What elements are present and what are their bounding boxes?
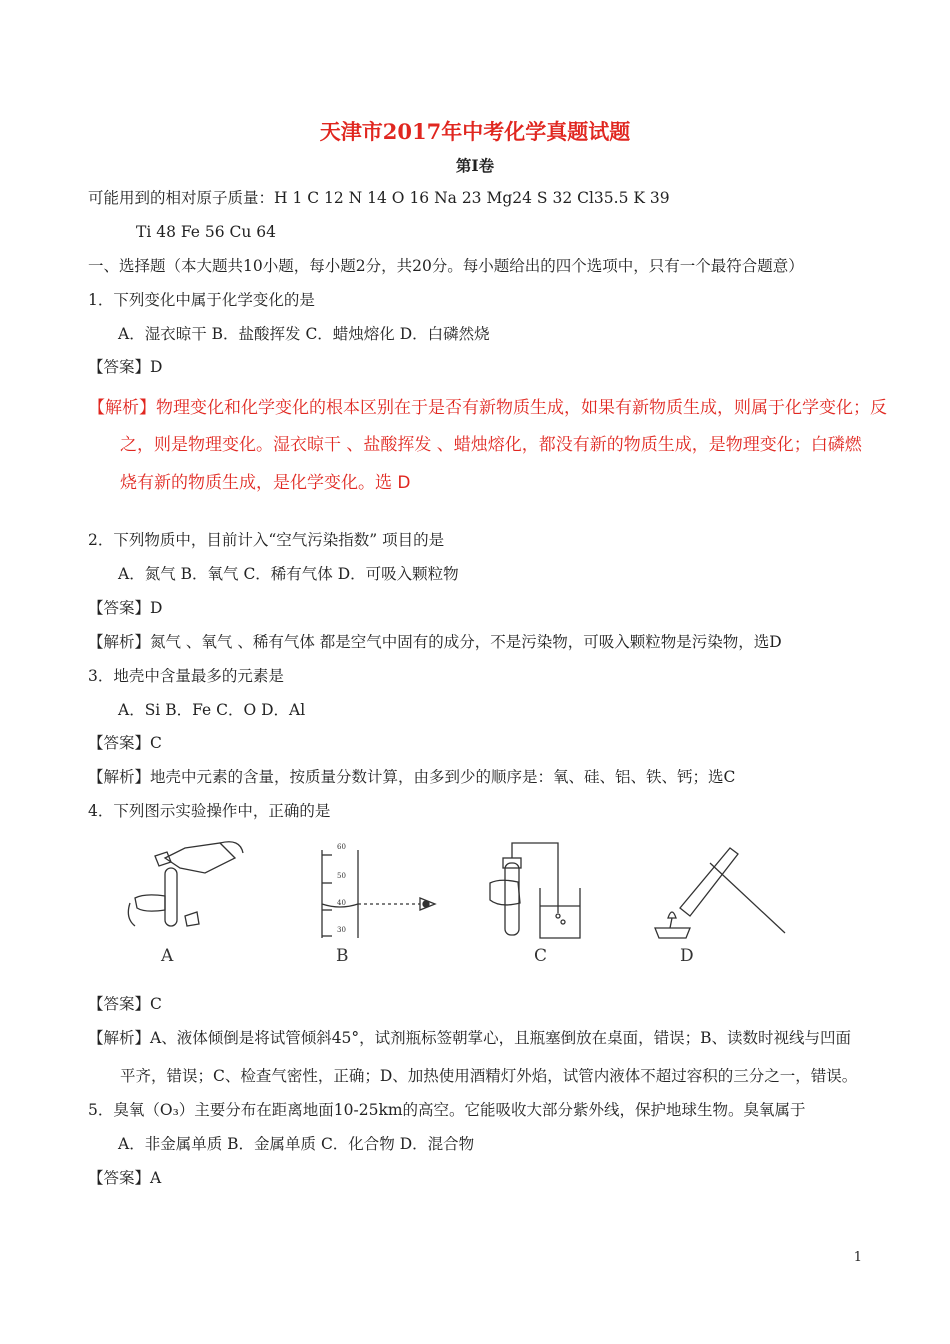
figure-d-heating (640, 838, 790, 966)
q1-answer: 【答案】D (88, 358, 163, 376)
q4-answer: 【答案】C (88, 995, 162, 1013)
tick-60: 60 (337, 843, 346, 851)
q4-analysis-line1: 【解析】A、液体倾倒是将试管倾斜45°，试剂瓶标签朝掌心，且瓶塞倒放在桌面，错误；B、读数时视线与凹面 (88, 1029, 852, 1047)
q1-stem: 1．下列变化中属于化学变化的是 (88, 291, 315, 309)
q4-analysis-line2: 平齐，错误；C、检查气密性，正确；D、加热使用酒精灯外焰，试管内液体不超过容积的三分之一，错误。 (120, 1067, 858, 1085)
q3-answer: 【答案】C (88, 734, 162, 752)
page-title: 天津市2017年中考化学真题试题 (319, 119, 631, 144)
q2-stem: 2．下列物质中，目前计入“空气污染指数” 项目的是 (88, 531, 445, 549)
cylinder-reading-illustration (310, 838, 450, 948)
section-header: 一、选择题（本大题共10小题，每小题2分，共20分。每小题给出的四个选项中，只有一个最符合题意） (88, 257, 804, 275)
figure-c-label: C (534, 946, 548, 966)
q1-options: A．湿衣晾干 B．盐酸挥发 C．蜡烛熔化 D．白磷然烧 (118, 325, 490, 343)
q4-stem: 4．下列图示实验操作中，正确的是 (88, 802, 331, 820)
atomic-masses-line1: 可能用到的相对原子质量：H 1 C 12 N 14 O 16 Na 23 Mg24 S 32 Cl35.5 K 39 (88, 189, 670, 207)
q5-answer: 【答案】A (88, 1169, 162, 1187)
q2-analysis: 【解析】氮气 、氧气 、稀有气体 都是空气中固有的成分，不是污染物，可吸入颗粒物是污染物，选D (88, 633, 782, 651)
q2-options: A．氮气 B．氧气 C．稀有气体 D．可吸入颗粒物 (118, 565, 459, 583)
figure-b-label: B (336, 946, 349, 966)
tick-30: 30 (337, 926, 346, 934)
figure-c-airtightness (470, 838, 610, 966)
q3-analysis: 【解析】地壳中元素的含量，按质量分数计算，由多到少的顺序是：氧、硅、铝、铁、钙；选C (88, 768, 736, 786)
figure-a-label: A (161, 946, 174, 966)
q3-stem: 3．地壳中含量最多的元素是 (88, 667, 284, 685)
atomic-masses-line2: Ti 48 Fe 56 Cu 64 (136, 223, 277, 241)
pouring-illustration (125, 838, 255, 948)
q1-analysis-line2: 之，则是物理变化。湿衣晾干 、盐酸挥发 、蜡烛熔化，都没有新的物质生成，是物理变化；白磷燃 (120, 435, 862, 455)
q1-analysis-line3: 烧有新的物质生成，是化学变化。选 D (120, 473, 411, 493)
figure-b-reading (310, 838, 450, 966)
volume-heading: 第I卷 (455, 156, 495, 175)
airtightness-illustration (470, 838, 610, 948)
page-number: 1 (853, 1250, 862, 1265)
q3-options: A．Si B．Fe C．O D．Al (118, 701, 306, 719)
heating-illustration (640, 838, 790, 948)
q5-stem: 5．臭氧（O₃）主要分布在距离地面10-25km的高空。它能吸收大部分紫外线，保护地球生物。臭氧属于 (88, 1101, 806, 1119)
figure-a-pouring (125, 838, 255, 966)
figure-d-label: D (680, 946, 694, 966)
tick-50: 50 (337, 872, 346, 880)
q1-analysis-line1: 【解析】物理变化和化学变化的根本区别在于是否有新物质生成，如果有新物质生成，则属于化学变化；反 (88, 398, 887, 418)
q5-options: A．非金属单质 B．金属单质 C．化合物 D．混合物 (118, 1135, 475, 1153)
tick-40: 40 (337, 899, 346, 907)
q2-answer: 【答案】D (88, 599, 163, 617)
